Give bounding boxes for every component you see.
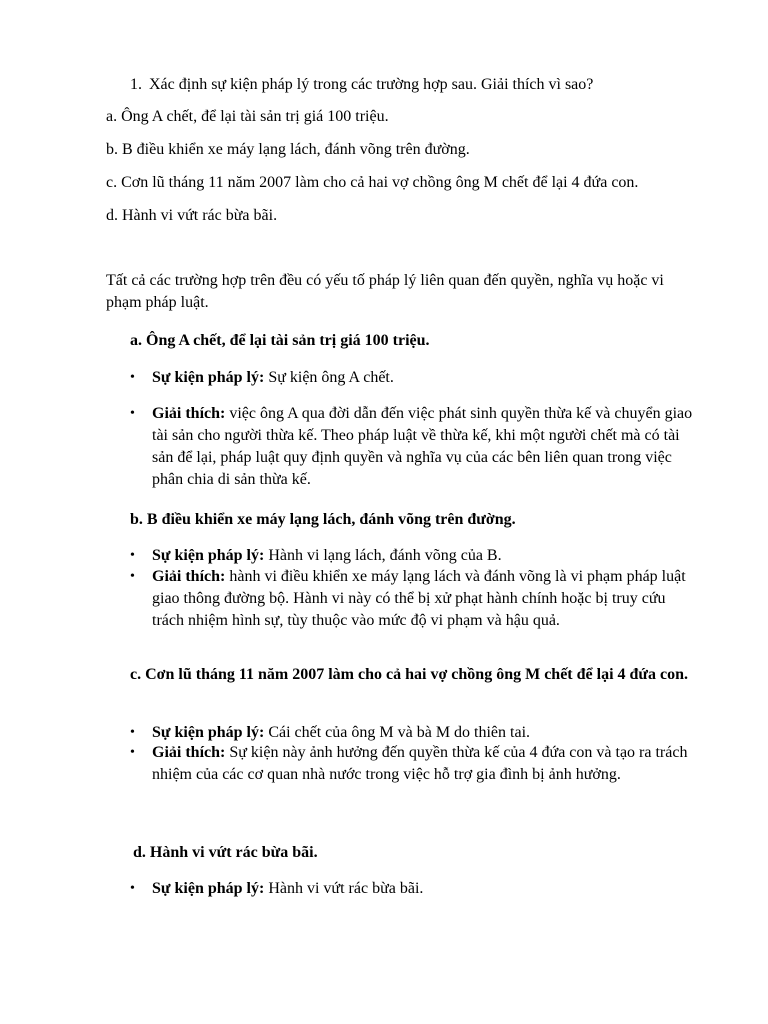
item-label: Giải thích:: [152, 568, 226, 585]
bullet-marker: •: [130, 406, 135, 421]
case-b: b. B điều khiển xe máy lạng lách, đánh võng trên đường.: [106, 141, 470, 158]
bullet-marker: •: [130, 745, 135, 760]
answer-intro: Tất cả các trường hợp trên đều có yếu tố pháp lý liên quan đến quyền, nghĩa vụ hoặc vi phạm pháp luật.: [106, 272, 664, 311]
item-text: Sự kiện này ảnh hưởng đến quyền thừa kế của 4 đứa con và tạo ra trách nhiệm của các cơ quan nhà nước trong việc hỗ trợ gia đình bị ảnh hưởng.: [152, 744, 688, 783]
section-heading-d: d. Hành vi vứt rác bừa bãi.: [133, 844, 318, 861]
item-text: Hành vi vứt rác bừa bãi.: [264, 880, 424, 897]
case-a: a. Ông A chết, để lại tài sản trị giá 100 triệu.: [106, 108, 389, 125]
item-text: việc ông A qua đời dẫn đến việc phát sinh quyền thừa kế và chuyển giao tài sản cho người thừa kế. Theo pháp luật về thừa kế, khi một người chết mà có tài sản để lại, pháp luật quy định quyền và nghĩa vụ của các bên liên quan trong việc phân chia di sản thừa kế.: [152, 405, 693, 488]
list-item: [152, 566, 698, 632]
bullet-marker: •: [130, 725, 135, 740]
bullet-marker: •: [130, 881, 135, 896]
section-heading-a: a. Ông A chết, để lại tài sản trị giá 100 triệu.: [130, 332, 430, 349]
list-item: [152, 367, 698, 389]
question-text: Xác định sự kiện pháp lý trong các trường hợp sau. Giải thích vì sao?: [149, 76, 594, 93]
item-label: Sự kiện pháp lý:: [152, 724, 265, 741]
bullet-marker: •: [130, 548, 135, 563]
section-heading-c: c. Cơn lũ tháng 11 năm 2007 làm cho cả hai vợ chồng ông M chết để lại 4 đứa con.: [130, 666, 689, 683]
list-item: [152, 403, 698, 491]
item-label: Sự kiện pháp lý:: [152, 369, 265, 386]
item-text: hành vi điều khiển xe máy lạng lách và đánh võng là vi phạm pháp luật giao thông đường bộ. Hành vi này có thể bị xử phạt hành chính hoặc bị truy cứu trách nhiệm hình sự, tùy thuộc vào mức độ vi phạm và hậu quả.: [152, 568, 686, 629]
case-c: c. Cơn lũ tháng 11 năm 2007 làm cho cả hai vợ chồng ông M chết để lại 4 đứa con.: [106, 174, 639, 191]
list-item: [152, 742, 698, 786]
list-item: [152, 878, 698, 900]
list-item: [152, 722, 698, 744]
item-label: Sự kiện pháp lý:: [152, 547, 265, 564]
bullet-marker: •: [130, 370, 135, 385]
section-heading-b: b. B điều khiển xe máy lạng lách, đánh võng trên đường.: [130, 511, 516, 528]
list-item: [152, 545, 698, 567]
item-label: Sự kiện pháp lý:: [152, 880, 265, 897]
item-label: Giải thích:: [152, 744, 226, 761]
bullet-marker: •: [130, 569, 135, 584]
item-text: Sự kiện ông A chết.: [264, 369, 394, 386]
item-text: Cái chết của ông M và bà M do thiên tai.: [264, 724, 531, 741]
question-number: 1.: [130, 76, 142, 93]
item-label: Giải thích:: [152, 405, 226, 422]
item-text: Hành vi lạng lách, đánh võng của B.: [264, 547, 502, 564]
case-d: d. Hành vi vứt rác bừa bãi.: [106, 207, 278, 224]
